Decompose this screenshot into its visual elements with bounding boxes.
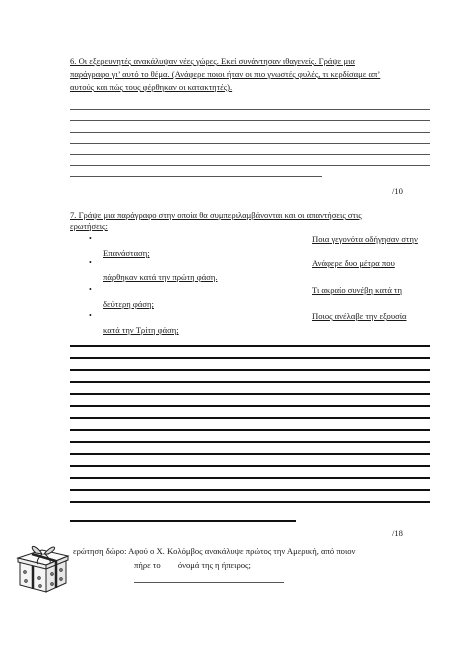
q6-answer-line[interactable]	[70, 176, 322, 177]
bonus-answer-line[interactable]	[134, 582, 284, 583]
q7-answer-line[interactable]	[70, 501, 430, 503]
bullet-icon: •	[89, 285, 92, 294]
q7-answer-line[interactable]	[70, 417, 430, 419]
q7-answer-line[interactable]	[70, 405, 430, 407]
q7-answer-line[interactable]	[70, 477, 430, 479]
gift-box-icon	[14, 538, 70, 594]
q7-item-2-right: πάρθηκαν κατά την πρώτη φάση.	[103, 272, 218, 282]
q7-answer-line[interactable]	[70, 357, 430, 359]
bullet-icon: •	[89, 311, 92, 320]
q7-text-line-2: ερωτήσεις:	[70, 221, 108, 231]
q6-score: /10	[392, 186, 403, 196]
q7-answer-line[interactable]	[70, 381, 430, 383]
q7-answer-line[interactable]	[70, 489, 430, 491]
q6-text-line-1: 6. Οι εξερευνητές ανακάλυψαν νέες γώρες. Εκεί συνάντησαν ιθαγενείς. Γράψε μια	[70, 56, 355, 66]
q6-text-line-2: παράγραφο γι’ αυτό το θέμα. (Ανάφερε ποιοι ήταν οι πιο γνωστές φυλές, τι κερδίσαμε απ’	[70, 69, 381, 79]
q7-item-1-left: Ποια γεγονότα οδήγησαν στην	[312, 234, 418, 244]
bullet-icon: •	[89, 258, 92, 267]
q7-text-line-1: 7. Γράψε μια παράγραφο στην οποία θα συμπεριλαμβάνονται και οι απαντήσεις στις	[70, 210, 362, 220]
q7-item-3-right: δεύτερη φάση;	[103, 299, 154, 309]
bonus-text-line-2: πήρε το όνομά της η ήπειρος;	[134, 560, 251, 570]
q7-item-4-left: Ποιος ανέλαβε την εξουσία	[312, 311, 407, 321]
q7-answer-line[interactable]	[70, 520, 296, 522]
q6-text-line-3: αυτούς και πώς τους φέρθηκαν οι κατακτητές).	[70, 82, 233, 92]
q6-answer-line[interactable]	[70, 154, 430, 155]
bonus-text-line-1: ερώτηση δώρο: Αφού ο Χ. Κολόμβος ανακάλυψε πρώτος την Αμερική, από ποιον	[73, 546, 356, 556]
q7-answer-line[interactable]	[70, 465, 430, 467]
q6-answer-line[interactable]	[70, 120, 430, 121]
q7-item-4-right: κατά την Τρίτη φάση;	[103, 325, 179, 335]
q7-item-3-left: Τι ακραίο συνέβη κατά τη	[312, 285, 402, 295]
q7-answer-line[interactable]	[70, 441, 430, 443]
q6-answer-line[interactable]	[70, 165, 430, 166]
q7-item-2-left: Ανάφερε δυο μέτρα που	[312, 258, 395, 268]
q6-answer-line[interactable]	[70, 143, 430, 144]
q7-answer-line[interactable]	[70, 393, 430, 395]
q6-answer-line[interactable]	[70, 132, 430, 133]
q7-item-1-right: Επανάσταση;	[103, 248, 150, 258]
q7-answer-line[interactable]	[70, 369, 430, 371]
q7-answer-line[interactable]	[70, 453, 430, 455]
q7-answer-line[interactable]	[70, 429, 430, 431]
q7-score: /18	[392, 528, 403, 538]
bullet-icon: •	[89, 234, 92, 243]
q7-answer-line[interactable]	[70, 345, 430, 347]
q6-answer-line[interactable]	[70, 109, 430, 110]
